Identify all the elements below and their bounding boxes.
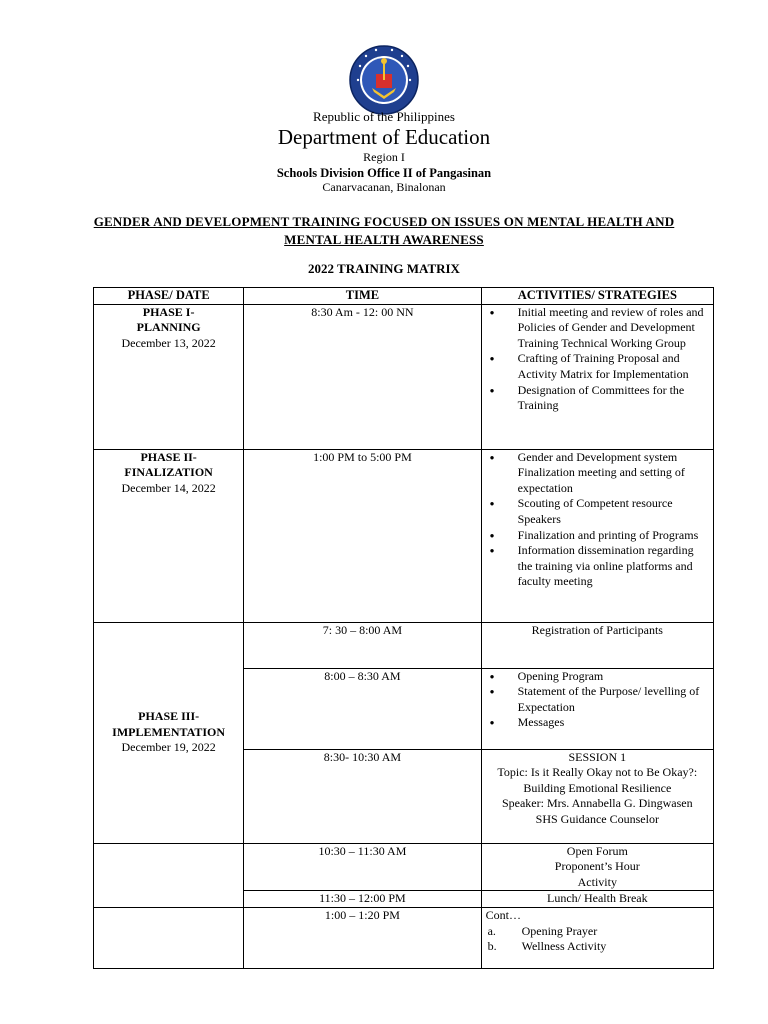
activities-cell: Lunch/ Health Break	[481, 891, 713, 908]
time-cell: 7: 30 – 8:00 AM	[244, 622, 481, 668]
table-header-row	[94, 288, 714, 305]
session-label: SESSION 1	[568, 749, 627, 764]
region-line: Region I	[363, 150, 405, 164]
table-row	[94, 304, 714, 449]
header-activities: ACTIVITIES/ STRATEGIES	[481, 288, 713, 305]
time-cell: 10:30 – 11:30 AM	[244, 843, 481, 891]
phase-cell	[94, 449, 244, 622]
header-time: TIME	[244, 288, 481, 305]
phase-date: December 19, 2022	[121, 740, 216, 755]
list-item: ● Information dissemination regarding the training via online platforms and faculty meeting	[508, 543, 709, 590]
list-item: ● Messages	[508, 715, 709, 731]
list-item-text: Opening Prayer	[521, 923, 598, 938]
list-item	[487, 923, 709, 940]
training-matrix-table	[93, 287, 714, 969]
time-cell: 8:30- 10:30 AM	[244, 749, 481, 843]
list-item: ● Initial meeting and review of roles and Policies of Gender and Development Training Technical Working Group	[508, 305, 709, 352]
activities-cell	[481, 907, 713, 968]
phase-name: PHASE I- PLANNING	[136, 304, 201, 335]
list-item: ● Crafting of Training Proposal and Activity Matrix for Implementation	[508, 351, 709, 382]
list-item: ● Finalization and printing of Programs	[508, 528, 709, 544]
list-item-text: Wellness Activity	[521, 939, 607, 954]
matrix-title: 2022 TRAINING MATRIX	[308, 261, 460, 276]
list-item: ● Opening Program	[508, 669, 709, 685]
list-item: ● Designation of Committees for the Training	[508, 383, 709, 414]
activity-line: Open Forum	[566, 843, 628, 858]
time-cell: 11:30 – 12:00 PM	[244, 891, 481, 908]
speaker-role: SHS Guidance Counselor	[535, 811, 659, 826]
phase-cell-empty	[94, 843, 244, 907]
activities-cell	[481, 843, 713, 891]
activity-line: Activity	[577, 874, 617, 889]
time-cell: 1:00 PM to 5:00 PM	[244, 449, 481, 622]
list-item: ● Scouting of Competent resource Speakers	[508, 496, 709, 527]
list-item: ● Gender and Development system Finalization meeting and setting of expectation	[508, 450, 709, 497]
time-cell: 8:30 Am - 12: 00 NN	[244, 304, 481, 449]
header-phase-date: PHASE/ DATE	[94, 288, 244, 305]
list-marker: a.	[487, 923, 496, 938]
list-item: ● Statement of the Purpose/ levelling of Expectation	[508, 684, 709, 715]
table-row	[94, 449, 714, 622]
continued-label: Cont…	[485, 907, 521, 922]
document-title: GENDER AND DEVELOPMENT TRAINING FOCUSED ON ISSUES ON MENTAL HEALTH AND MENTAL HEALTH AWARENESS	[93, 214, 675, 247]
list-marker: b.	[487, 939, 497, 954]
phase-date: December 13, 2022	[121, 335, 216, 350]
phase-cell	[94, 622, 244, 843]
department-name: Department of Education	[277, 125, 491, 149]
activities-cell	[481, 668, 713, 749]
phase-name: PHASE III- IMPLEMENTATION	[112, 709, 226, 739]
phase-name: PHASE II- FINALIZATION	[124, 449, 213, 480]
phase-cell	[94, 304, 244, 449]
session-topic: Topic: Is it Really Okay not to Be Okay?: Building Emotional Resilience	[497, 765, 698, 795]
phase-cell-empty	[94, 907, 244, 968]
division-line: Schools Division Office II of Pangasinan	[276, 166, 492, 180]
time-cell: 1:00 – 1:20 PM	[244, 907, 481, 968]
activities-cell	[481, 449, 713, 622]
activity-line: Proponent’s Hour	[554, 859, 640, 874]
republic-line: Republic of the Philippines	[313, 109, 455, 124]
phase-date: December 14, 2022	[121, 480, 216, 495]
table-row	[94, 622, 714, 668]
list-item	[487, 939, 709, 955]
table-row	[94, 907, 714, 968]
activities-cell: Registration of Participants	[481, 622, 713, 668]
table-row	[94, 843, 714, 891]
activities-cell	[481, 304, 713, 449]
location-line: Canarvacanan, Binalonan	[322, 180, 446, 194]
activities-cell	[481, 749, 713, 843]
session-speaker: Speaker: Mrs. Annabella G. Dingwasen	[501, 796, 693, 811]
time-cell: 8:00 – 8:30 AM	[244, 668, 481, 749]
deped-seal-logo	[346, 44, 422, 116]
